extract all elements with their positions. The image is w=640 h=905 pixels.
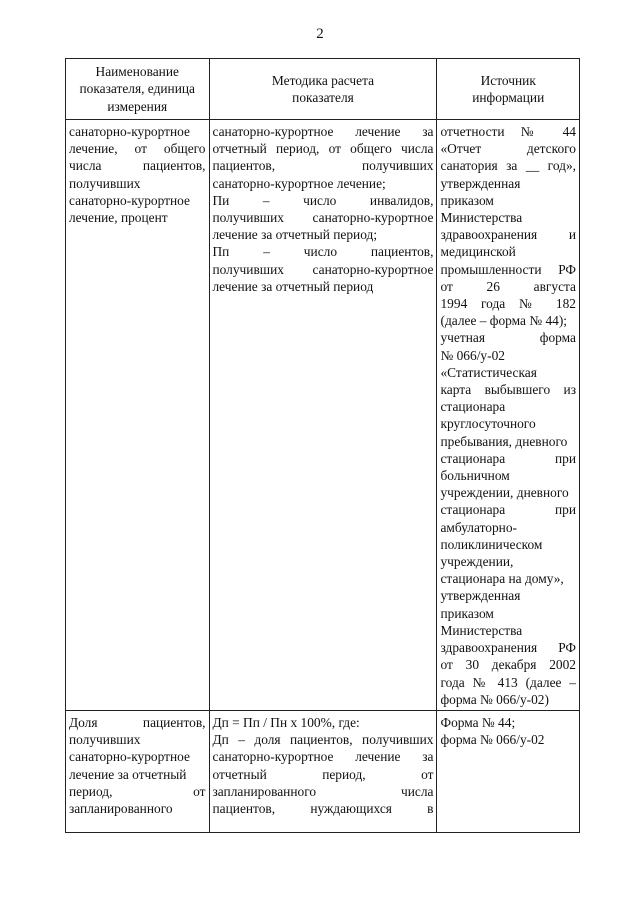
text-line: санатория за __ год», (440, 158, 576, 174)
text-line: санаторно-курортное лечение за (212, 124, 434, 139)
text-line: Дп – доля пациентов, получивших (212, 732, 434, 748)
header-line: измерения (107, 98, 168, 114)
header-line: Методика расчета (271, 72, 375, 88)
text-line: учреждении, дневного (440, 485, 569, 501)
header-line: Наименование (95, 64, 179, 80)
text-line: Доля пациентов, (69, 714, 206, 730)
text-line: запланированного (69, 800, 173, 816)
text-line: амбулаторно- (440, 519, 517, 535)
text-line: получивших (69, 175, 141, 191)
text-line: получивших санаторно-курортное (212, 261, 434, 277)
text-line: пациентов, нуждающихся в (212, 800, 434, 816)
table-header-row (66, 59, 580, 120)
text-line: пребывания, дневного (440, 433, 568, 449)
text-line: Министерства (440, 210, 523, 226)
text-line: лечение за отчетный период; (212, 227, 378, 243)
text-line: от 26 августа (440, 278, 576, 294)
cell-indicator-name (66, 710, 210, 832)
cell-calculation-method (209, 120, 437, 711)
text-line: учетная форма (440, 330, 576, 346)
text-line: здравоохранения РФ (440, 640, 576, 656)
text-line: лечение за отчетный (69, 766, 187, 782)
indicator-table (65, 58, 580, 833)
header-indicator-name (66, 59, 210, 120)
text-line: санаторно-курортное (69, 192, 190, 208)
text-line: Форма № 44; (440, 714, 516, 730)
text-line: стационара при (440, 450, 576, 466)
text-line: «Статистическая (440, 364, 537, 380)
table-row (66, 710, 580, 832)
header-line: показателя, единица (79, 81, 195, 97)
text-line: лечение за отчетный период (212, 278, 374, 294)
text-line: Пи – число инвалидов, (212, 192, 434, 208)
text-line: стационара на дому», (440, 571, 564, 587)
page-number: 2 (316, 26, 324, 42)
cell-information-source (437, 710, 580, 832)
text-line: стационара (440, 399, 506, 415)
table-row (66, 120, 580, 711)
text-line: круглосуточного (440, 416, 536, 432)
text-line: поликлиническом (440, 536, 543, 552)
header-line: показателя (292, 90, 354, 105)
header-information-source (437, 59, 580, 120)
text-line: Министерства (440, 622, 523, 638)
text-line: запланированного числа (212, 783, 434, 799)
text-line: промышленности РФ (440, 261, 576, 277)
cell-calculation-method (209, 710, 437, 832)
text-line: санаторно-курортное (69, 124, 190, 139)
text-line: числа пациентов, (69, 158, 206, 174)
text-line: пациентов, получивших (212, 158, 434, 174)
text-line: года № 413 (далее – (440, 674, 576, 690)
text-line: период, от (69, 783, 206, 799)
text-line: утвержденная (440, 588, 521, 604)
text-line: здравоохранения и (440, 227, 576, 243)
text-line: Пп – число пациентов, (212, 244, 434, 260)
header-line: Источник (480, 72, 536, 88)
text-line: «Отчет детского (440, 141, 576, 157)
text-line: 1994 года № 182 (440, 296, 576, 312)
text-line: санаторно-курортное (69, 749, 190, 765)
text-line: санаторно-курортное лечение за (212, 749, 434, 765)
text-line: приказом (440, 192, 494, 208)
text-line: стационара при (440, 502, 576, 518)
text-line: приказом (440, 605, 494, 621)
header-line: информации (472, 90, 545, 105)
text-line: учреждении, (440, 554, 514, 570)
cell-indicator-name (66, 120, 210, 711)
text-line: получивших (69, 732, 141, 748)
text-line: отчетности № 44 (440, 124, 576, 139)
text-line: получивших санаторно-курортное (212, 210, 434, 226)
text-line: лечение, процент (69, 210, 168, 226)
text-line: отчетный период, от (212, 766, 434, 782)
text-line: отчетный период, от общего числа (212, 141, 434, 157)
text-line: от 30 декабря 2002 (440, 657, 576, 673)
text-line: лечение, от общего (69, 141, 206, 157)
text-line: больничном (440, 468, 510, 484)
header-calculation-method (209, 59, 437, 120)
cell-information-source (437, 120, 580, 711)
text-line: № 066/у-02 (440, 347, 505, 363)
text-line: карта выбывшего из (440, 382, 576, 398)
text-line: санаторно-курортное лечение; (212, 175, 386, 191)
text-line: форма № 066/у-02 (440, 732, 545, 748)
formula-line: Дп = Пп / Пн х 100%, где: (212, 714, 360, 730)
text-line: медицинской (440, 244, 516, 260)
text-line: утвержденная (440, 175, 521, 191)
text-line: (далее – форма № 44); (440, 313, 568, 329)
text-line: форма № 066/у-02) (440, 691, 549, 707)
